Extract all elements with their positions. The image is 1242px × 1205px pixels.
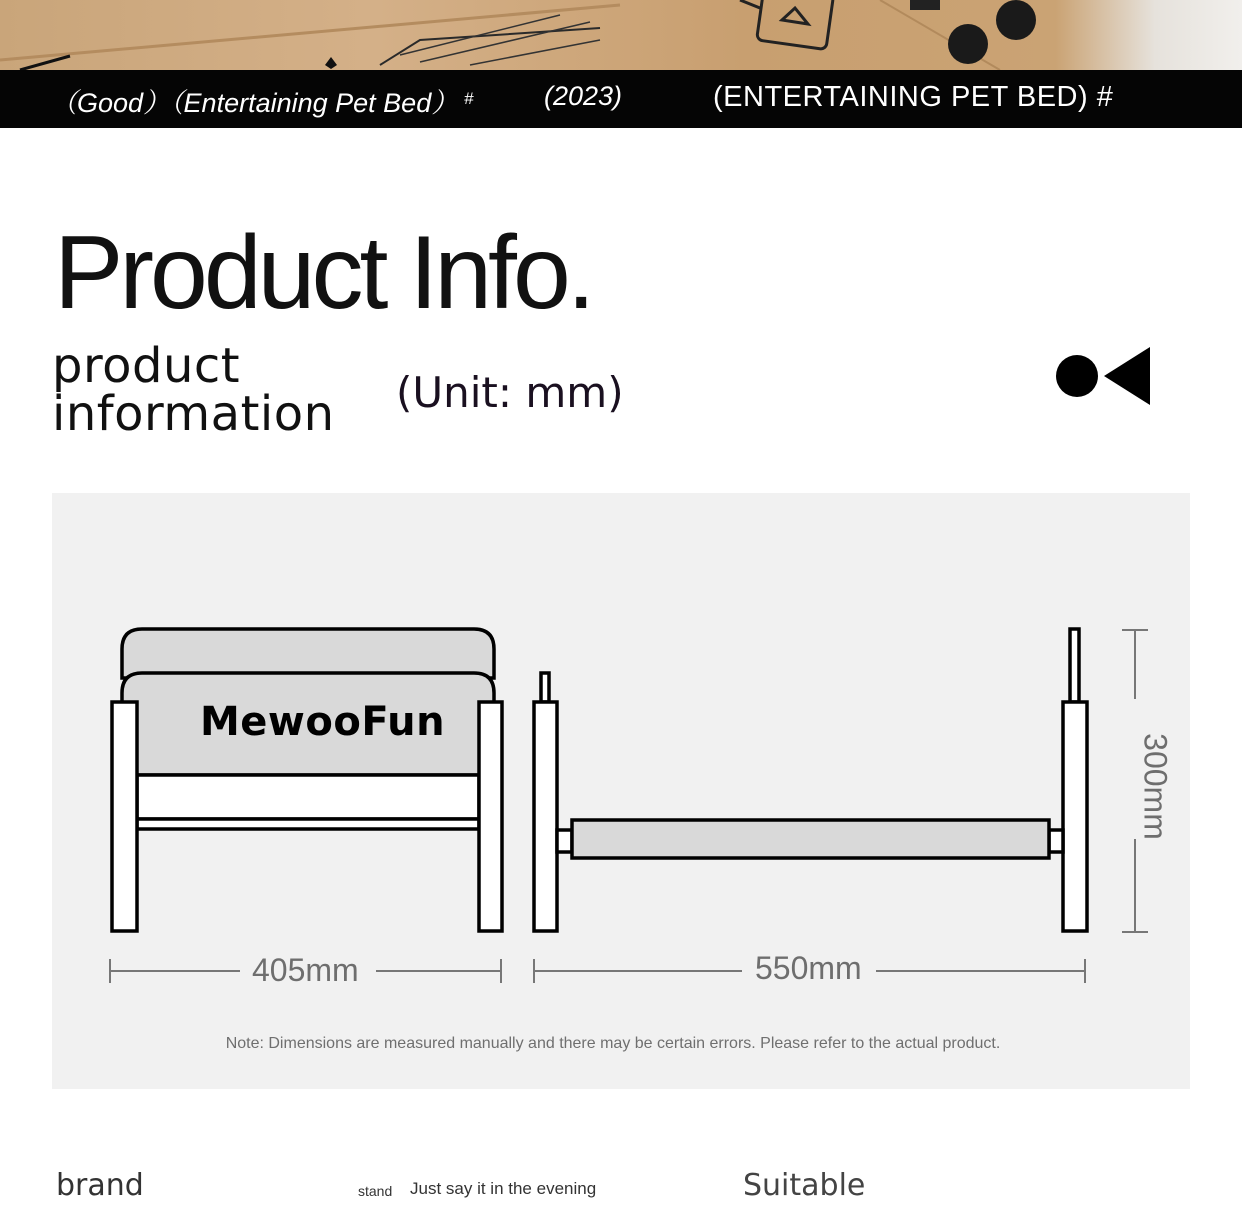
banner-left-text: （Good）（Entertaining Pet Bed） # [50, 88, 474, 118]
page-title: Product Info. [54, 215, 592, 331]
spec-brand-label: brand [56, 1168, 144, 1203]
width-dimension: 405mm [252, 952, 359, 988]
top-banner [0, 70, 1242, 128]
measurement-note: Note: Dimensions are measured manually and there may be certain errors. Please refer to the actual product. [225, 1035, 1001, 1052]
dimension-diagram [52, 493, 1190, 1089]
header-photo [0, 0, 1242, 70]
banner-hash: # [464, 89, 474, 108]
section-subtitle [52, 338, 335, 442]
spec-suitable-label: Suitable [743, 1168, 866, 1203]
length-dimension: 550mm [755, 950, 862, 986]
height-dimension: 300mm [1137, 733, 1174, 840]
brand-name-print: MewooFun [200, 699, 446, 745]
subtitle-line-2: information [52, 386, 335, 442]
banner-right-text: (ENTERTAINING PET BED) # [713, 81, 1114, 113]
spec-evening-text: Just say it in the evening [410, 1179, 597, 1198]
subtitle-line-1: product [52, 338, 241, 394]
bed-drawing [52, 493, 1190, 1089]
cardboard-box-illustration [0, 0, 1242, 70]
spec-stand-label: stand [358, 1183, 393, 1199]
unit-label: (Unit: mm) [396, 368, 624, 417]
logo-mark-icon [1054, 344, 1154, 408]
banner-year: (2023) [544, 81, 623, 111]
